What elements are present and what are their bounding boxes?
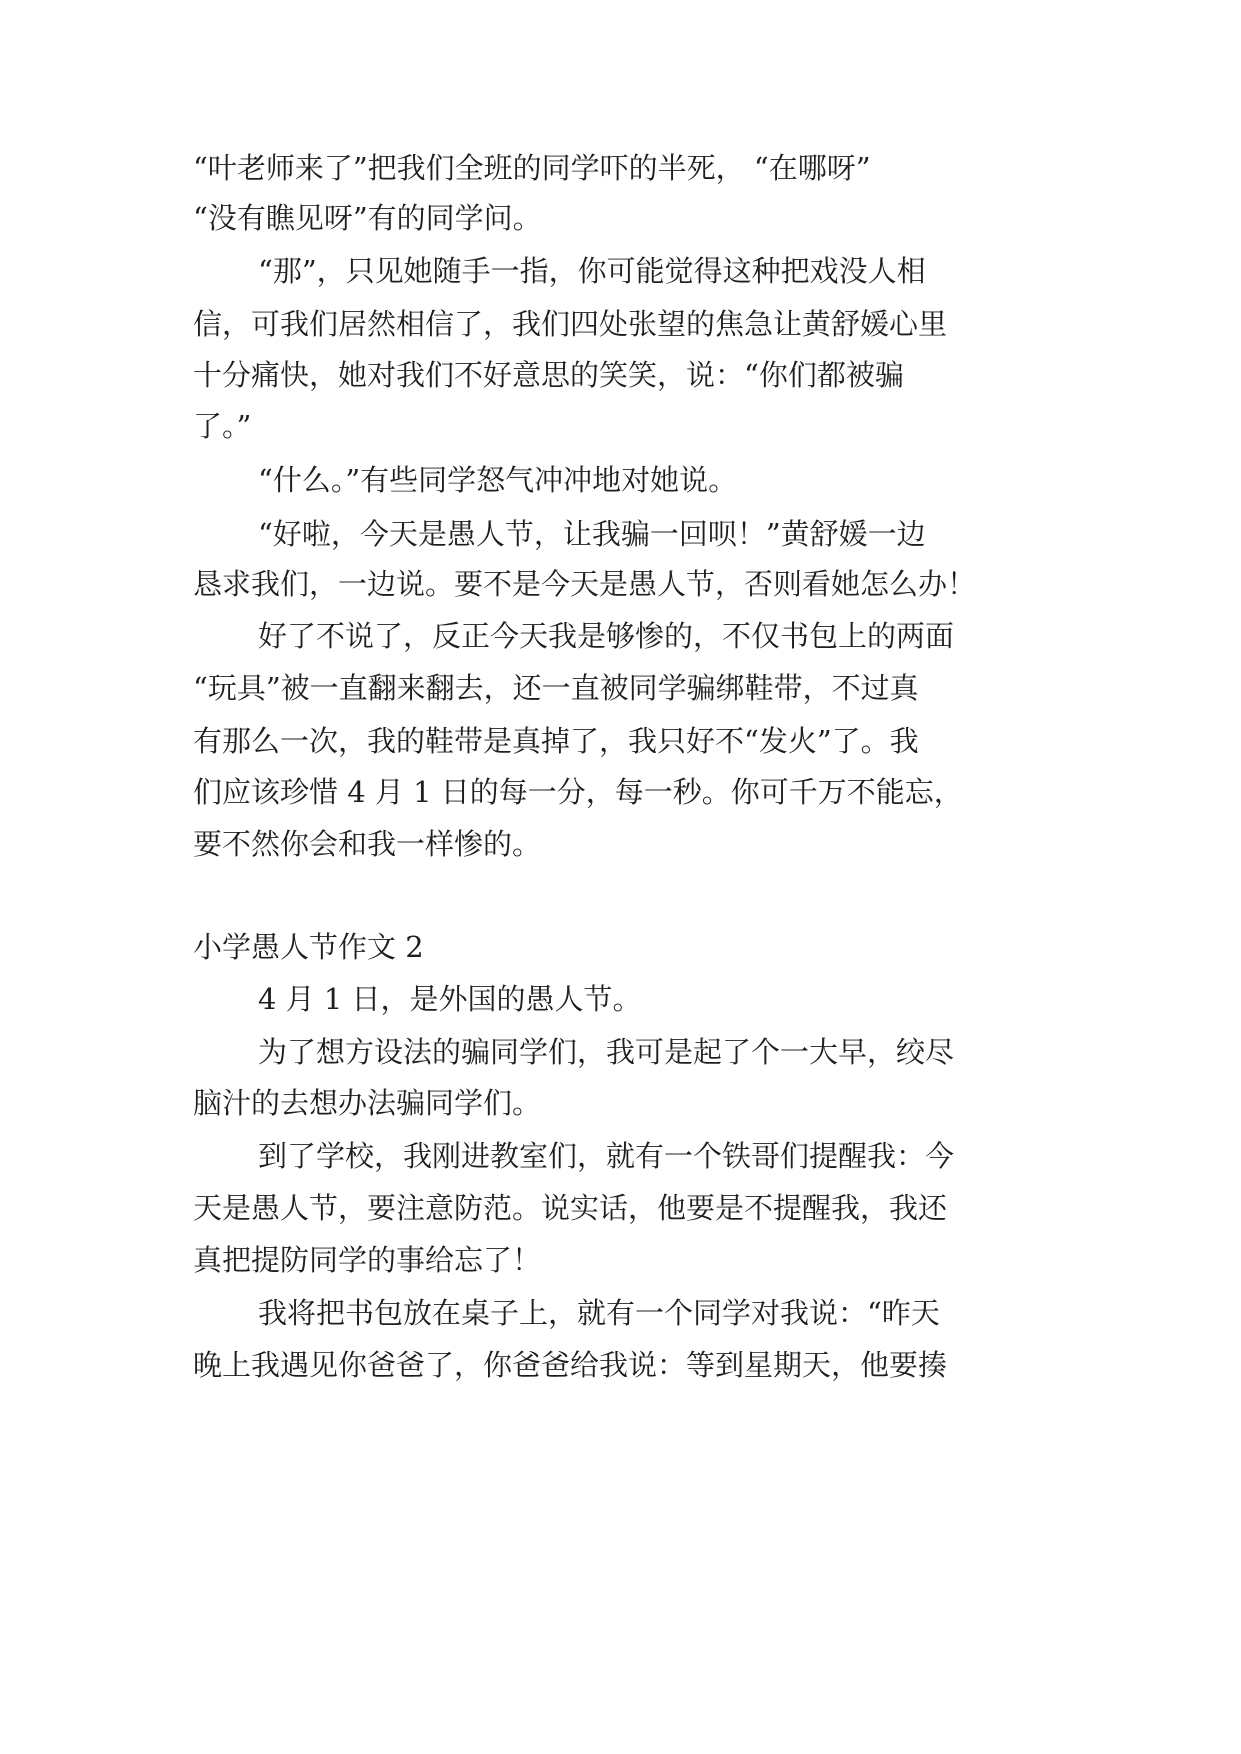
section-heading: 小学愚人节作文 2 [193, 930, 424, 964]
text-line: “没有瞧见呀”有的同学问。 [193, 201, 542, 235]
text-line: “什么。”有些同学怒气冲冲地对她说。 [258, 463, 738, 497]
text-line: “玩具”被一直翻来翻去，还一直被同学骗绑鞋带，不过真 [193, 671, 919, 705]
text-line: 晚上我遇见你爸爸了，你爸爸给我说：等到星期天，他要揍 [193, 1348, 948, 1382]
text-line: “好啦，今天是愚人节，让我骗一回呗！”黄舒媛一边 [258, 517, 926, 551]
text-line: “叶老师来了”把我们全班的同学吓的半死， “在哪呀” [193, 151, 871, 185]
text-line: 好了不说了，反正今天我是够惨的，不仅书包上的两面 [258, 619, 955, 653]
text-line: 信，可我们居然相信了，我们四处张望的焦急让黄舒媛心里 [193, 307, 948, 341]
text-line: 恳求我们，一边说。要不是今天是愚人节，否则看她怎么办！ [193, 567, 977, 601]
text-line: 要不然你会和我一样惨的。 [193, 827, 542, 861]
text-line: 十分痛快，她对我们不好意思的笑笑，说：“你们都被骗 [193, 358, 904, 392]
text-line: 了。” [193, 409, 252, 443]
text-line: 天是愚人节，要注意防范。说实话，他要是不提醒我，我还 [193, 1191, 948, 1225]
text-line: 们应该珍惜 4 月 1 日的每一分，每一秒。你可千万不能忘， [193, 775, 963, 809]
text-line: 我将把书包放在桌子上，就有一个同学对我说：“昨天 [258, 1296, 940, 1330]
text-line: 4 月 1 日，是外国的愚人节。 [258, 982, 642, 1016]
text-line: 真把提防同学的事给忘了！ [193, 1243, 542, 1277]
text-line: 到了学校，我刚进教室们，就有一个铁哥们提醒我：今 [258, 1139, 955, 1173]
text-line: “那”，只见她随手一指，你可能觉得这种把戏没人相 [258, 254, 926, 288]
text-line: 有那么一次，我的鞋带是真掉了，我只好不“发火”了。我 [193, 724, 919, 758]
text-line: 为了想方设法的骗同学们，我可是起了个一大早，绞尽 [258, 1035, 955, 1069]
text-line: 脑汁的去想办法骗同学们。 [193, 1086, 542, 1120]
